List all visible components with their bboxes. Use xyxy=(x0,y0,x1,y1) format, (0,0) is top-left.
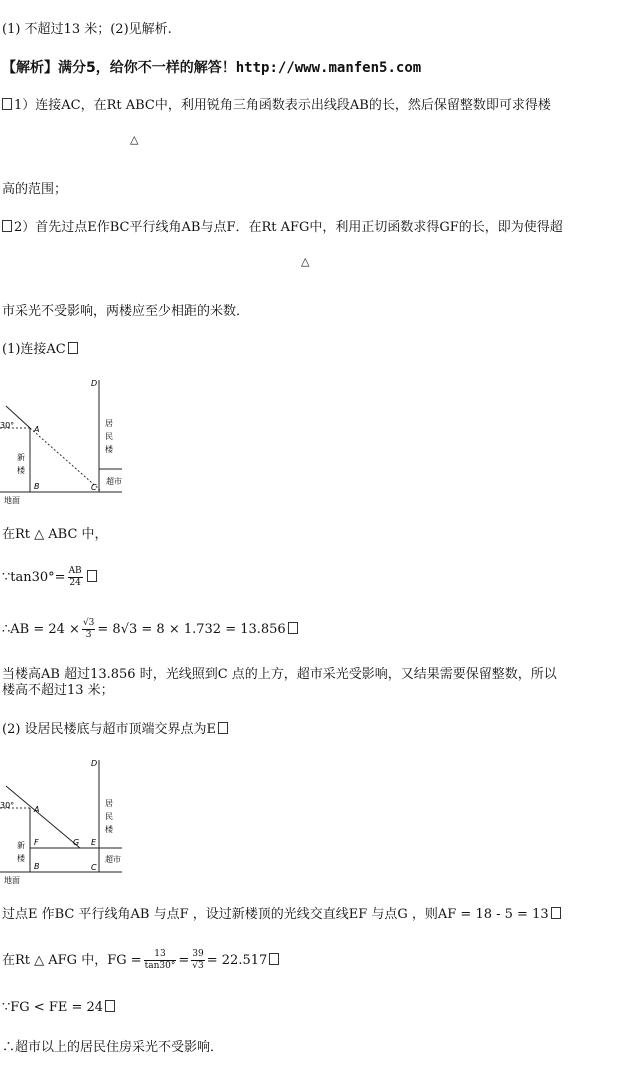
resident-label-1: 居 xyxy=(105,799,113,808)
ab-suffix: = 8√3 = 8 × 1.732 = 13.856 xyxy=(97,622,286,637)
analysis-p2-line2: 市采光不受影响，两楼应至少相距的米数． xyxy=(2,304,250,319)
resident-label-3: 楼 xyxy=(105,825,113,834)
part1-heading xyxy=(2,342,78,358)
new-building-label-2: 楼 xyxy=(17,854,25,863)
missing-glyph-box xyxy=(2,220,12,232)
part1-conclusion-2: 楼高不超过13 米； xyxy=(2,683,114,698)
site-url: http://www.manfen5.com xyxy=(235,60,422,76)
point-e-label: E xyxy=(91,838,97,847)
point-a-label: A xyxy=(34,805,40,814)
market-label: 超市 xyxy=(106,477,122,486)
answer-line: (1) 不超过13 米；(2)见解析. xyxy=(2,22,172,37)
ground-label: 地面 xyxy=(4,496,20,505)
new-building-label-1: 新 xyxy=(17,841,25,850)
fg-denominator-2: √3 xyxy=(192,961,204,971)
part2-final: ∴超市以上的居民住房采光不受影响． xyxy=(2,1040,224,1055)
part1-ab-equation xyxy=(2,617,298,643)
fg-numerator-1: 13 xyxy=(144,949,177,961)
ab-prefix: ∴AB = 24 × xyxy=(2,622,80,637)
triangle-symbol: △ xyxy=(130,133,139,146)
figure-1-diagram xyxy=(0,376,130,506)
fg-suffix: = 22.517 xyxy=(206,953,268,968)
point-c-label: C xyxy=(91,483,97,492)
part1-conclusion-1: 当楼高AB 超过13.856 时，光线照到C 点的上方，超市采光受影响，又结果需要保留整数，所以 xyxy=(2,667,557,682)
missing-glyph-box xyxy=(288,622,298,634)
tan-fraction xyxy=(68,566,83,589)
resident-label-2: 民 xyxy=(105,812,113,821)
figure-2-diagram xyxy=(0,756,130,888)
analysis-bracket: 【解析】 xyxy=(2,60,58,76)
tan-prefix: ∵tan30°= xyxy=(2,570,66,585)
point-c-label: C xyxy=(91,863,97,872)
fg-fraction-1 xyxy=(144,949,177,972)
missing-glyph-box xyxy=(68,342,78,354)
ab-numerator: √3 xyxy=(82,618,95,628)
part1-in-triangle: 在Rt △ ABC 中， xyxy=(2,527,108,542)
tan-denominator: 24 xyxy=(69,578,81,588)
resident-label-2: 民 xyxy=(105,432,113,441)
point-b-label: B xyxy=(34,862,40,871)
analysis-p2-line1 xyxy=(2,220,563,236)
point-g-label: G xyxy=(73,838,80,847)
missing-glyph-box xyxy=(269,953,279,965)
analysis-header xyxy=(2,60,421,76)
fg-numerator-2: 39 xyxy=(192,949,204,959)
part1-heading-text: (1)连接AC xyxy=(2,342,66,357)
part2-construction xyxy=(2,907,561,923)
new-building-label-2: 楼 xyxy=(17,466,25,475)
part2-fg-equation: 在Rt △ AFG 中，FG = $\frac{13}{\tan 30^\circ}$ = $\frac{39}{√3}$ = 22.517 xyxy=(2,948,279,974)
point-f-label: F xyxy=(34,838,39,847)
construction-text: 过点E 作BC 平行线角AB 与点F ，设过新楼顶的光线交直线EF 与点G ，则AF = 18 - 5 = 13 xyxy=(2,907,549,922)
point-d-label: D xyxy=(91,379,98,388)
ground-label: 地面 xyxy=(4,876,20,885)
analysis-p1-line2: 高的范围； xyxy=(2,182,68,197)
analysis-p1-text: 1）连接AC，在Rt ABC中，利用锐角三角函数表示出线段AB的长，然后保留整数即可求得楼 xyxy=(14,98,551,113)
ab-denominator: 3 xyxy=(85,630,92,640)
missing-glyph-box xyxy=(2,98,12,110)
part2-heading xyxy=(2,722,228,738)
point-d-label: D xyxy=(91,759,98,768)
angle-30-label: 30° xyxy=(0,801,15,810)
part2-heading-text: (2) 设居民楼底与超市顶端交界点为E xyxy=(2,722,217,737)
angle-30-label: 30° xyxy=(0,421,15,430)
ab-fraction xyxy=(82,618,95,641)
slogan: 满分5，给你不一样的解答！ xyxy=(58,60,236,76)
new-building-label-1: 新 xyxy=(17,453,25,462)
resident-label-1: 居 xyxy=(105,419,113,428)
point-a-label: A xyxy=(34,425,40,434)
fg-prefix: 在Rt △ AFG 中，FG = xyxy=(2,953,142,968)
missing-glyph-box xyxy=(87,570,97,582)
part1-tan-equation xyxy=(2,565,97,591)
compare-text: ∵FG < FE = 24 xyxy=(2,1000,104,1015)
fg-denominator-1: tan30° xyxy=(144,961,176,971)
market-label: 超市 xyxy=(105,855,121,864)
part2-compare xyxy=(2,1000,115,1016)
point-b-label: B xyxy=(34,482,40,491)
missing-glyph-box xyxy=(551,907,561,919)
missing-glyph-box xyxy=(105,1000,115,1012)
analysis-p1-line1 xyxy=(2,98,551,114)
fg-fraction-2 xyxy=(191,949,204,972)
tan-numerator: AB xyxy=(68,566,82,576)
analysis-p2-text: 2）首先过点E作BC平行线角AB与点F．在Rt AFG中，利用正切函数求得GF的长，即为使得超 xyxy=(14,220,563,235)
missing-glyph-box xyxy=(218,722,228,734)
resident-label-3: 楼 xyxy=(105,445,113,454)
triangle-symbol: △ xyxy=(301,255,310,268)
